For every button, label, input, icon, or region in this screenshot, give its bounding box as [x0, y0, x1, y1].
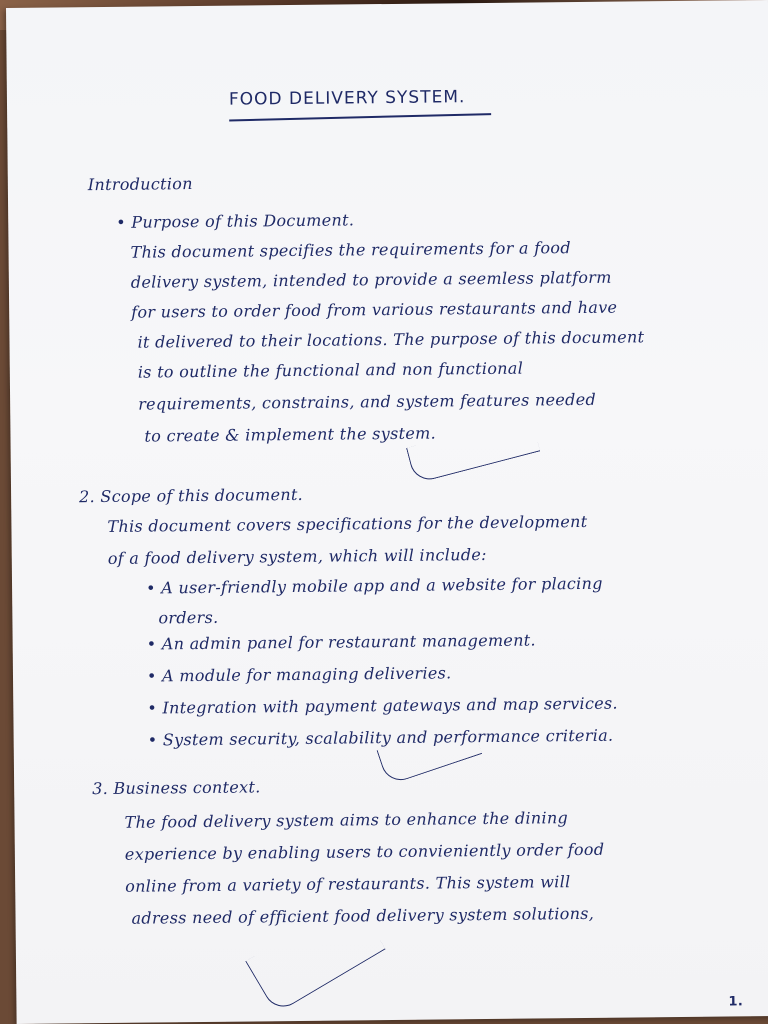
business-heading: 3. Business context.	[92, 777, 261, 799]
purpose-line: it delivered to their locations. The purpose of this document	[137, 327, 645, 352]
purpose-line: requirements, constrains, and system features needed	[138, 389, 597, 414]
purpose-line: This document specifies the requirements for a food	[130, 238, 571, 262]
page-number: 1.	[728, 994, 744, 1010]
business-line: adress need of efficient food delivery system solutions,	[131, 903, 595, 928]
purpose-line: to create & implement the system.	[144, 423, 437, 446]
scope-heading: 2. Scope of this document.	[79, 484, 304, 507]
scope-bullet: • An admin panel for restaurant management.	[146, 630, 536, 654]
scope-bullet: orders.	[158, 607, 219, 628]
document-title: FOOD DELIVERY SYSTEM.	[228, 87, 466, 110]
business-line: The food delivery system aims to enhance the dining	[124, 808, 569, 832]
scope-line: of a food delivery system, which will include:	[107, 544, 487, 568]
business-line: online from a variety of restaurants. This system will	[125, 872, 571, 896]
scope-bullet: • A module for managing deliveries.	[146, 663, 452, 686]
scope-bullet: • A user-friendly mobile app and a website for placing	[145, 573, 603, 598]
purpose-line: is to outline the functional and non functional	[137, 358, 524, 382]
introduction-heading: Introduction	[87, 174, 193, 195]
notebook-page	[6, 0, 768, 1024]
purpose-line: delivery system, intended to provide a seemless platform	[130, 267, 612, 292]
scope-bullet: • System security, scalability and performance criteria.	[147, 725, 614, 750]
scope-line: This document covers specifications for the development	[107, 511, 588, 536]
business-line: experience by enabling users to convieniently order food	[124, 839, 605, 864]
title-underline	[229, 113, 491, 121]
purpose-line: for users to order food from various restaurants and have	[131, 297, 618, 322]
purpose-heading: • Purpose of this Document.	[116, 210, 355, 232]
scope-bullet: • Integration with payment gateways and map services.	[147, 693, 618, 718]
